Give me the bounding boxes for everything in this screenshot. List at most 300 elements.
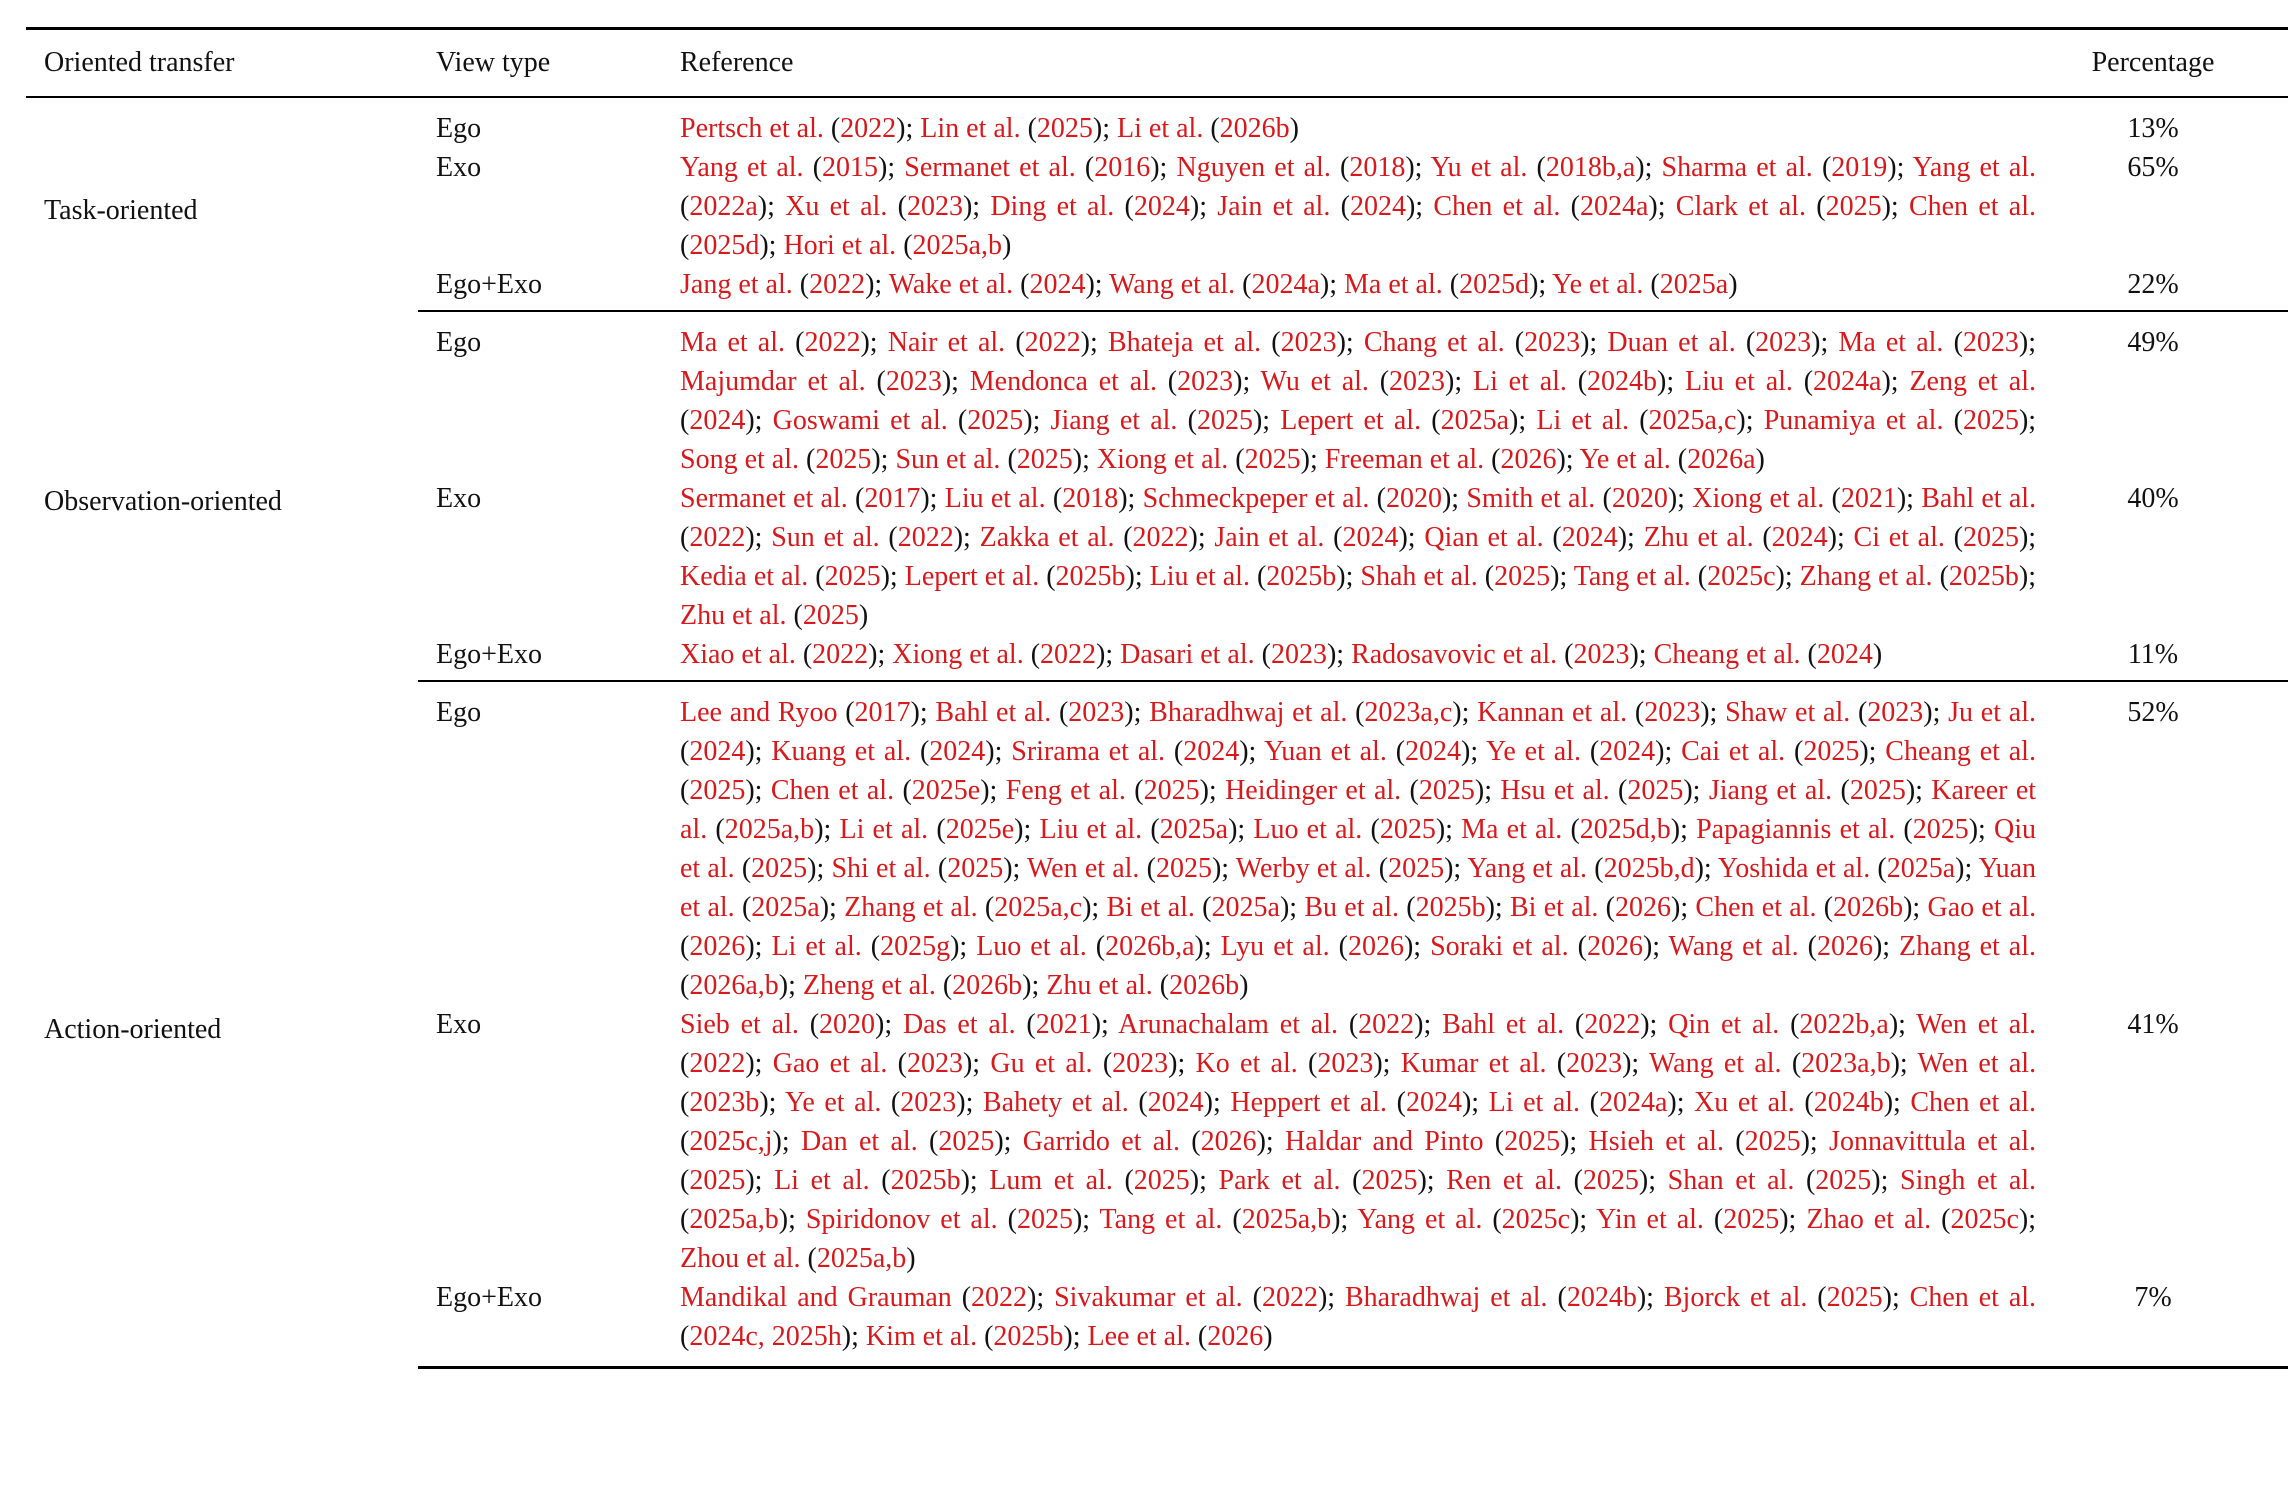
citation-author-link[interactable]: Liu et al.	[1684, 366, 1793, 397]
citation-author-link[interactable]: Chen et al.	[770, 775, 895, 806]
citation-author-link[interactable]: Luo et al.	[976, 931, 1087, 962]
citation-author-link[interactable]: Singh et al.	[1900, 1165, 2037, 1196]
citation-author-link[interactable]: Zhang et al.	[844, 892, 978, 923]
citation-year-link[interactable]: 2025	[1196, 405, 1253, 436]
citation-year-link[interactable]: 2026a,b	[689, 970, 779, 1001]
citation-author-link[interactable]: Zhu et al.	[1643, 522, 1754, 553]
citation-author-link[interactable]: Tang et al.	[1573, 561, 1691, 592]
citation-year-link[interactable]: 2025	[1815, 1165, 1872, 1196]
citation-year-link[interactable]: 2020	[819, 1009, 876, 1040]
citation-year-link[interactable]: 2025	[1826, 1282, 1883, 1313]
citation-year-link[interactable]: 2025	[1849, 775, 1906, 806]
citation-year-link[interactable]: 2025c	[1707, 561, 1776, 592]
citation-year-link[interactable]: 2024	[1133, 191, 1190, 222]
citation-author-link[interactable]: Soraki et al.	[1430, 931, 1569, 962]
citation-year-link[interactable]: 2025	[1504, 1126, 1561, 1157]
citation-year-link[interactable]: 2026	[1816, 931, 1873, 962]
citation-author-link[interactable]: Ren et al.	[1446, 1165, 1562, 1196]
citation-year-link[interactable]: 2017	[854, 697, 911, 728]
citation-year-link[interactable]: 2025	[1361, 1165, 1418, 1196]
citation-author-link[interactable]: Heidinger et al.	[1225, 775, 1402, 806]
citation-year-link[interactable]: 2023	[1177, 366, 1234, 397]
citation-year-link[interactable]: 2023	[1867, 697, 1924, 728]
citation-author-link[interactable]: Bi et al.	[1106, 892, 1195, 923]
citation-author-link[interactable]: Shaw et al.	[1725, 697, 1851, 728]
citation-year-link[interactable]: 2026	[1615, 892, 1672, 923]
citation-author-link[interactable]: Clark et al.	[1675, 191, 1806, 222]
citation-year-link[interactable]: 2018	[1349, 152, 1406, 183]
citation-year-link[interactable]: 2025	[689, 775, 746, 806]
citation-year-link[interactable]: 2025a,b	[912, 230, 1002, 261]
citation-author-link[interactable]: Zhou et al.	[680, 1243, 801, 1274]
citation-year-link[interactable]: 2023	[1573, 639, 1630, 670]
citation-year-link[interactable]: 2025g	[880, 931, 951, 962]
citation-year-link[interactable]: 2024	[1405, 736, 1462, 767]
citation-year-link[interactable]: 2022	[804, 327, 861, 358]
citation-author-link[interactable]: Zhao et al.	[1806, 1204, 1932, 1235]
citation-year-link[interactable]: 2024	[929, 736, 986, 767]
citation-author-link[interactable]: Lee and Ryoo	[680, 697, 838, 728]
citation-year-link[interactable]: 2025a	[1159, 814, 1229, 845]
citation-year-link[interactable]: 2018b,a	[1545, 152, 1636, 183]
citation-author-link[interactable]: Bahl et al.	[1921, 483, 2037, 514]
citation-year-link[interactable]: 2026a	[1687, 444, 1756, 475]
citation-author-link[interactable]: Sivakumar et al.	[1054, 1282, 1243, 1313]
citation-author-link[interactable]: Goswami et al.	[772, 405, 948, 436]
citation-year-link[interactable]: 2025e	[911, 775, 981, 806]
citation-author-link[interactable]: Punamiya et al.	[1763, 405, 1944, 436]
citation-year-link[interactable]: 2023	[1270, 639, 1327, 670]
citation-author-link[interactable]: Qian et al.	[1424, 522, 1544, 553]
citation-author-link[interactable]: Chen et al.	[1910, 1087, 2037, 1118]
citation-author-link[interactable]: Hsu et al.	[1500, 775, 1610, 806]
citation-author-link[interactable]: Ci et al.	[1853, 522, 1945, 553]
citation-year-link[interactable]: 2025	[967, 405, 1024, 436]
citation-author-link[interactable]: Qiu et al.	[680, 814, 2037, 884]
citation-author-link[interactable]: Feng et al.	[1005, 775, 1126, 806]
citation-year-link[interactable]: 2024b	[1587, 366, 1658, 397]
citation-year-link[interactable]: 2025d	[1459, 269, 1530, 300]
citation-year-link[interactable]: 2025	[1582, 1165, 1639, 1196]
citation-author-link[interactable]: Ma et al.	[1344, 269, 1443, 300]
citation-author-link[interactable]: Bharadhwaj et al.	[1149, 697, 1348, 728]
citation-year-link[interactable]: 2023	[1068, 697, 1125, 728]
citation-year-link[interactable]: 2025	[824, 561, 881, 592]
citation-author-link[interactable]: Jiang et al.	[1708, 775, 1833, 806]
citation-year-link[interactable]: 2023	[1280, 327, 1337, 358]
citation-year-link[interactable]: 2023b	[689, 1087, 760, 1118]
citation-author-link[interactable]: Duan et al.	[1607, 327, 1736, 358]
citation-author-link[interactable]: Schmeckpeper et al.	[1142, 483, 1370, 514]
citation-year-link[interactable]: 2025	[1962, 405, 2019, 436]
citation-author-link[interactable]: Majumdar et al.	[680, 366, 866, 397]
citation-author-link[interactable]: Dan et al.	[800, 1126, 918, 1157]
citation-author-link[interactable]: Kareer et al.	[680, 775, 2037, 845]
citation-year-link[interactable]: 2025	[1723, 1204, 1780, 1235]
citation-author-link[interactable]: Yang et al.	[1912, 152, 2037, 183]
citation-author-link[interactable]: Li et al.	[1536, 405, 1630, 436]
citation-author-link[interactable]: Yuan et al.	[1264, 736, 1387, 767]
citation-year-link[interactable]: 2024	[1183, 736, 1240, 767]
citation-year-link[interactable]: 2017	[864, 483, 921, 514]
citation-year-link[interactable]: 2025	[1418, 775, 1475, 806]
citation-year-link[interactable]: 2023	[1524, 327, 1581, 358]
citation-author-link[interactable]: Papagiannis et al.	[1696, 814, 1896, 845]
citation-year-link[interactable]: 2026	[1200, 1126, 1257, 1157]
citation-author-link[interactable]: Dasari et al.	[1120, 639, 1255, 670]
citation-author-link[interactable]: Cai et al.	[1681, 736, 1786, 767]
citation-author-link[interactable]: Ye et al.	[784, 1087, 882, 1118]
citation-author-link[interactable]: Xiao et al.	[680, 639, 796, 670]
citation-author-link[interactable]: Smith et al.	[1466, 483, 1596, 514]
citation-year-link[interactable]: 2024c, 2025h	[689, 1321, 842, 1352]
citation-year-link[interactable]: 2022	[812, 639, 869, 670]
citation-year-link[interactable]: 2022	[809, 269, 866, 300]
citation-year-link[interactable]: 2023	[906, 191, 963, 222]
citation-year-link[interactable]: 2025a	[1440, 405, 1510, 436]
citation-year-link[interactable]: 2023	[1644, 697, 1701, 728]
citation-year-link[interactable]: 2025	[751, 853, 808, 884]
citation-author-link[interactable]: Heppert et al.	[1230, 1087, 1388, 1118]
citation-year-link[interactable]: 2025a	[1211, 892, 1280, 923]
citation-author-link[interactable]: Lum et al.	[989, 1165, 1113, 1196]
citation-year-link[interactable]: 2025a,c	[1648, 405, 1737, 436]
citation-author-link[interactable]: Wen et al.	[1916, 1009, 2036, 1040]
citation-author-link[interactable]: Hsieh et al.	[1588, 1126, 1724, 1157]
citation-year-link[interactable]: 2025b	[1055, 561, 1126, 592]
citation-year-link[interactable]: 2023	[1112, 1048, 1169, 1079]
citation-author-link[interactable]: Zhang et al.	[1899, 931, 2037, 962]
citation-year-link[interactable]: 2025	[1036, 113, 1093, 144]
citation-author-link[interactable]: Wen et al.	[1027, 853, 1140, 884]
citation-author-link[interactable]: Kim et al.	[865, 1321, 978, 1352]
citation-author-link[interactable]: Chen et al.	[1695, 892, 1817, 923]
citation-year-link[interactable]: 2025b	[890, 1165, 961, 1196]
citation-year-link[interactable]: 2022	[689, 522, 746, 553]
citation-author-link[interactable]: Bjorck et al.	[1663, 1282, 1808, 1313]
citation-author-link[interactable]: Zhu et al.	[1046, 970, 1153, 1001]
citation-author-link[interactable]: Ma et al.	[1461, 814, 1563, 845]
citation-year-link[interactable]: 2026	[1207, 1321, 1264, 1352]
citation-author-link[interactable]: Jain et al.	[1214, 522, 1325, 553]
citation-author-link[interactable]: Wang et al.	[1109, 269, 1236, 300]
citation-year-link[interactable]: 2025b	[1948, 561, 2019, 592]
citation-author-link[interactable]: Chen et al.	[1433, 191, 1561, 222]
citation-year-link[interactable]: 2024	[1599, 736, 1656, 767]
citation-author-link[interactable]: Nguyen et al.	[1176, 152, 1331, 183]
citation-author-link[interactable]: Bi et al.	[1509, 892, 1599, 923]
citation-author-link[interactable]: Qin et al.	[1668, 1009, 1780, 1040]
citation-author-link[interactable]: Li et al.	[839, 814, 929, 845]
citation-author-link[interactable]: Wang et al.	[1668, 931, 1799, 962]
citation-author-link[interactable]: Chen et al.	[1908, 191, 2037, 222]
citation-year-link[interactable]: 2024a	[1251, 269, 1320, 300]
citation-year-link[interactable]: 2024b	[1813, 1087, 1884, 1118]
citation-author-link[interactable]: Lepert et al.	[1280, 405, 1422, 436]
citation-author-link[interactable]: Gu et al.	[990, 1048, 1093, 1079]
citation-author-link[interactable]: Luo et al.	[1253, 814, 1363, 845]
citation-author-link[interactable]: Kedia et al.	[680, 561, 809, 592]
citation-author-link[interactable]: Liu et al.	[944, 483, 1046, 514]
citation-author-link[interactable]: Ding et al.	[990, 191, 1115, 222]
citation-author-link[interactable]: Yuan et al.	[680, 853, 2036, 923]
citation-author-link[interactable]: Lyu et al.	[1220, 931, 1330, 962]
citation-year-link[interactable]: 2024	[689, 736, 746, 767]
citation-author-link[interactable]: Wen et al.	[1917, 1048, 2037, 1079]
citation-year-link[interactable]: 2026	[1500, 444, 1557, 475]
citation-year-link[interactable]: 2024a	[1813, 366, 1882, 397]
citation-author-link[interactable]: Hori et al.	[783, 230, 897, 261]
citation-year-link[interactable]: 2023	[885, 366, 942, 397]
citation-year-link[interactable]: 2024	[1147, 1087, 1204, 1118]
citation-year-link[interactable]: 2020	[1385, 483, 1442, 514]
citation-author-link[interactable]: Park et al.	[1218, 1165, 1341, 1196]
citation-author-link[interactable]: Song et al.	[680, 444, 799, 475]
citation-author-link[interactable]: Nair et al.	[887, 327, 1006, 358]
citation-year-link[interactable]: 2025	[1388, 853, 1445, 884]
citation-author-link[interactable]: Zhang et al.	[1799, 561, 1933, 592]
citation-author-link[interactable]: Wang et al.	[1648, 1048, 1782, 1079]
citation-author-link[interactable]: Bahl et al.	[1442, 1009, 1565, 1040]
citation-author-link[interactable]: Chang et al.	[1363, 327, 1505, 358]
citation-author-link[interactable]: Sermanet et al.	[680, 483, 848, 514]
citation-year-link[interactable]: 2025	[1244, 444, 1301, 475]
citation-year-link[interactable]: 2025a,b	[689, 1204, 779, 1235]
citation-year-link[interactable]: 2024a	[1598, 1087, 1668, 1118]
citation-author-link[interactable]: Xu et al.	[1694, 1087, 1795, 1118]
citation-author-link[interactable]: Ko et al.	[1195, 1048, 1298, 1079]
citation-year-link[interactable]: 2022	[1132, 522, 1189, 553]
citation-year-link[interactable]: 2024	[689, 405, 746, 436]
citation-author-link[interactable]: Yu et al.	[1430, 152, 1528, 183]
citation-author-link[interactable]: Tang et al.	[1099, 1204, 1223, 1235]
citation-author-link[interactable]: Li et al.	[1488, 1087, 1581, 1118]
citation-author-link[interactable]: Li et al.	[774, 1165, 870, 1196]
citation-year-link[interactable]: 2025a	[1886, 853, 1956, 884]
citation-author-link[interactable]: Kuang et al.	[771, 736, 912, 767]
citation-year-link[interactable]: 2023	[1317, 1048, 1374, 1079]
citation-author-link[interactable]: Ju et al.	[1948, 697, 2036, 728]
citation-author-link[interactable]: Haldar and Pinto	[1285, 1126, 1484, 1157]
citation-year-link[interactable]: 2025a	[1659, 269, 1729, 300]
citation-year-link[interactable]: 2022	[689, 1048, 746, 1079]
citation-year-link[interactable]: 2023	[1962, 327, 2019, 358]
citation-author-link[interactable]: Ye et al.	[1552, 269, 1644, 300]
citation-year-link[interactable]: 2025a	[751, 892, 820, 923]
citation-year-link[interactable]: 2023	[1566, 1048, 1623, 1079]
citation-author-link[interactable]: Xu et al.	[785, 191, 888, 222]
citation-year-link[interactable]: 2022a	[689, 191, 758, 222]
citation-year-link[interactable]: 2023	[1755, 327, 1812, 358]
citation-author-link[interactable]: Yang et al.	[680, 152, 804, 183]
citation-author-link[interactable]: Wake et al.	[888, 269, 1014, 300]
citation-author-link[interactable]: Bharadhwaj et al.	[1345, 1282, 1548, 1313]
citation-author-link[interactable]: Lin et al.	[920, 113, 1021, 144]
citation-year-link[interactable]: 2025b,d	[1603, 853, 1695, 884]
citation-year-link[interactable]: 2026	[1586, 931, 1643, 962]
citation-year-link[interactable]: 2025b	[1266, 561, 1337, 592]
citation-author-link[interactable]: Sieb et al.	[680, 1009, 799, 1040]
citation-year-link[interactable]: 2025b	[993, 1321, 1064, 1352]
citation-author-link[interactable]: Jain et al.	[1217, 191, 1331, 222]
citation-year-link[interactable]: 2026b	[952, 970, 1023, 1001]
citation-author-link[interactable]: Xiong et al.	[1096, 444, 1229, 475]
citation-year-link[interactable]: 2019	[1831, 152, 1888, 183]
citation-year-link[interactable]: 2024	[1405, 1087, 1462, 1118]
citation-year-link[interactable]: 2023a,c	[1364, 697, 1453, 728]
citation-year-link[interactable]: 2025c	[1950, 1204, 2019, 1235]
citation-author-link[interactable]: Bahety et al.	[982, 1087, 1129, 1118]
citation-author-link[interactable]: Pertsch et al.	[680, 113, 824, 144]
citation-year-link[interactable]: 2025d	[689, 230, 760, 261]
citation-year-link[interactable]: 2025	[1744, 1126, 1801, 1157]
citation-year-link[interactable]: 2023	[900, 1087, 957, 1118]
citation-year-link[interactable]: 2025	[1962, 522, 2019, 553]
citation-year-link[interactable]: 2022b,a	[1799, 1009, 1889, 1040]
citation-author-link[interactable]: Zhu et al.	[680, 600, 787, 631]
citation-author-link[interactable]: Yang et al.	[1467, 853, 1588, 884]
citation-year-link[interactable]: 2026b	[1169, 970, 1240, 1001]
citation-author-link[interactable]: Cheang et al.	[1653, 639, 1801, 670]
citation-year-link[interactable]: 2025	[1155, 853, 1212, 884]
citation-year-link[interactable]: 2023	[906, 1048, 963, 1079]
citation-author-link[interactable]: Jiang et al.	[1050, 405, 1178, 436]
citation-author-link[interactable]: Radosavovic et al.	[1351, 639, 1558, 670]
citation-year-link[interactable]: 2025	[1143, 775, 1200, 806]
citation-year-link[interactable]: 2025a,b	[1241, 1204, 1332, 1235]
citation-year-link[interactable]: 2025b	[1415, 892, 1486, 923]
citation-year-link[interactable]: 2025c,j	[689, 1126, 773, 1157]
citation-year-link[interactable]: 2025	[1016, 444, 1073, 475]
citation-author-link[interactable]: Shan et al.	[1667, 1165, 1795, 1196]
citation-author-link[interactable]: Srirama et al.	[1011, 736, 1166, 767]
citation-year-link[interactable]: 2022	[1040, 639, 1097, 670]
citation-author-link[interactable]: Zeng et al.	[1909, 366, 2036, 397]
citation-author-link[interactable]: Sun et al.	[771, 522, 880, 553]
citation-author-link[interactable]: Sharma et al.	[1661, 152, 1813, 183]
citation-author-link[interactable]: Liu et al.	[1039, 814, 1143, 845]
citation-author-link[interactable]: Ye et al.	[1579, 444, 1671, 475]
citation-author-link[interactable]: Mendonca et al.	[969, 366, 1157, 397]
citation-author-link[interactable]: Yang et al.	[1357, 1204, 1483, 1235]
citation-year-link[interactable]: 2025	[1494, 561, 1551, 592]
citation-author-link[interactable]: Zakka et al.	[979, 522, 1115, 553]
citation-author-link[interactable]: Li et al.	[1472, 366, 1567, 397]
citation-year-link[interactable]: 2025a,b	[816, 1243, 907, 1274]
citation-year-link[interactable]: 2026	[1347, 931, 1404, 962]
citation-year-link[interactable]: 2025	[1627, 775, 1684, 806]
citation-author-link[interactable]: Shi et al.	[831, 853, 931, 884]
citation-year-link[interactable]: 2025e	[945, 814, 1015, 845]
citation-author-link[interactable]: Xiong et al.	[1692, 483, 1825, 514]
citation-author-link[interactable]: Freeman et al.	[1324, 444, 1485, 475]
citation-year-link[interactable]: 2016	[1094, 152, 1151, 183]
citation-year-link[interactable]: 2022	[1024, 327, 1081, 358]
citation-year-link[interactable]: 2025	[1803, 736, 1860, 767]
citation-year-link[interactable]: 2020	[1611, 483, 1668, 514]
citation-author-link[interactable]: Ma et al.	[680, 327, 786, 358]
citation-year-link[interactable]: 2021	[1035, 1009, 1092, 1040]
citation-year-link[interactable]: 2026b,a	[1105, 931, 1195, 962]
citation-year-link[interactable]: 2024	[1816, 639, 1873, 670]
citation-author-link[interactable]: Gao et al.	[772, 1048, 888, 1079]
citation-year-link[interactable]: 2022	[1261, 1282, 1318, 1313]
citation-author-link[interactable]: Garrido et al.	[1022, 1126, 1180, 1157]
citation-year-link[interactable]: 2022	[840, 113, 897, 144]
citation-year-link[interactable]: 2025d,b	[1579, 814, 1671, 845]
citation-year-link[interactable]: 2022	[971, 1282, 1028, 1313]
citation-year-link[interactable]: 2024	[1342, 522, 1399, 553]
citation-year-link[interactable]: 2024	[1561, 522, 1618, 553]
citation-author-link[interactable]: Das et al.	[902, 1009, 1016, 1040]
citation-author-link[interactable]: Zheng et al.	[802, 970, 936, 1001]
citation-year-link[interactable]: 2024	[1349, 191, 1406, 222]
citation-author-link[interactable]: Jang et al.	[680, 269, 793, 300]
citation-year-link[interactable]: 2025a,b	[724, 814, 815, 845]
citation-author-link[interactable]: Cheang et al.	[1885, 736, 2036, 767]
citation-year-link[interactable]: 2026b	[1833, 892, 1904, 923]
citation-author-link[interactable]: Li et al.	[1117, 113, 1204, 144]
citation-year-link[interactable]: 2025	[1016, 1204, 1073, 1235]
citation-author-link[interactable]: Xiong et al.	[892, 639, 1024, 670]
citation-year-link[interactable]: 2024	[1029, 269, 1086, 300]
citation-year-link[interactable]: 2022	[1358, 1009, 1415, 1040]
citation-author-link[interactable]: Werby et al.	[1235, 853, 1372, 884]
citation-year-link[interactable]: 2022	[1584, 1009, 1641, 1040]
citation-author-link[interactable]: Chen et al.	[1909, 1282, 2037, 1313]
citation-year-link[interactable]: 2024b	[1566, 1282, 1637, 1313]
citation-author-link[interactable]: Sermanet et al.	[904, 152, 1076, 183]
citation-year-link[interactable]: 2024	[1771, 522, 1828, 553]
citation-year-link[interactable]: 2023a,b	[1801, 1048, 1891, 1079]
citation-author-link[interactable]: Lee et al.	[1087, 1321, 1191, 1352]
citation-year-link[interactable]: 2026b	[1219, 113, 1290, 144]
citation-year-link[interactable]: 2024a	[1579, 191, 1649, 222]
citation-author-link[interactable]: Lepert et al.	[904, 561, 1040, 592]
citation-author-link[interactable]: Shah et al.	[1360, 561, 1478, 592]
citation-author-link[interactable]: Jonnavittula et al.	[1829, 1126, 2036, 1157]
citation-author-link[interactable]: Liu et al.	[1149, 561, 1250, 592]
citation-year-link[interactable]: 2023	[1389, 366, 1446, 397]
citation-author-link[interactable]: Bu et al.	[1304, 892, 1399, 923]
citation-author-link[interactable]: Kumar et al.	[1400, 1048, 1547, 1079]
citation-author-link[interactable]: Mandikal and Grauman	[680, 1282, 952, 1313]
citation-author-link[interactable]: Yoshida et al.	[1717, 853, 1871, 884]
citation-year-link[interactable]: 2025	[1379, 814, 1436, 845]
citation-author-link[interactable]: Yin et al.	[1596, 1204, 1704, 1235]
citation-year-link[interactable]: 2025a,c	[994, 892, 1083, 923]
citation-year-link[interactable]: 2025	[947, 853, 1004, 884]
citation-year-link[interactable]: 2025	[815, 444, 872, 475]
citation-year-link[interactable]: 2026	[689, 931, 746, 962]
citation-author-link[interactable]: Li et al.	[771, 931, 862, 962]
citation-year-link[interactable]: 2021	[1840, 483, 1897, 514]
citation-author-link[interactable]: Sun et al.	[895, 444, 1001, 475]
citation-year-link[interactable]: 2025	[1825, 191, 1882, 222]
citation-year-link[interactable]: 2025	[689, 1165, 746, 1196]
citation-year-link[interactable]: 2015	[822, 152, 879, 183]
citation-author-link[interactable]: Kannan et al.	[1477, 697, 1628, 728]
citation-author-link[interactable]: Spiridonov et al.	[805, 1204, 998, 1235]
citation-year-link[interactable]: 2025	[802, 600, 859, 631]
citation-year-link[interactable]: 2025	[938, 1126, 995, 1157]
citation-author-link[interactable]: Wu et al.	[1260, 366, 1369, 397]
citation-year-link[interactable]: 2018	[1062, 483, 1119, 514]
citation-author-link[interactable]: Gao et al.	[1927, 892, 2037, 923]
citation-author-link[interactable]: Ye et al.	[1485, 736, 1581, 767]
citation-year-link[interactable]: 2025c	[1501, 1204, 1571, 1235]
citation-author-link[interactable]: Bahl et al.	[935, 697, 1052, 728]
